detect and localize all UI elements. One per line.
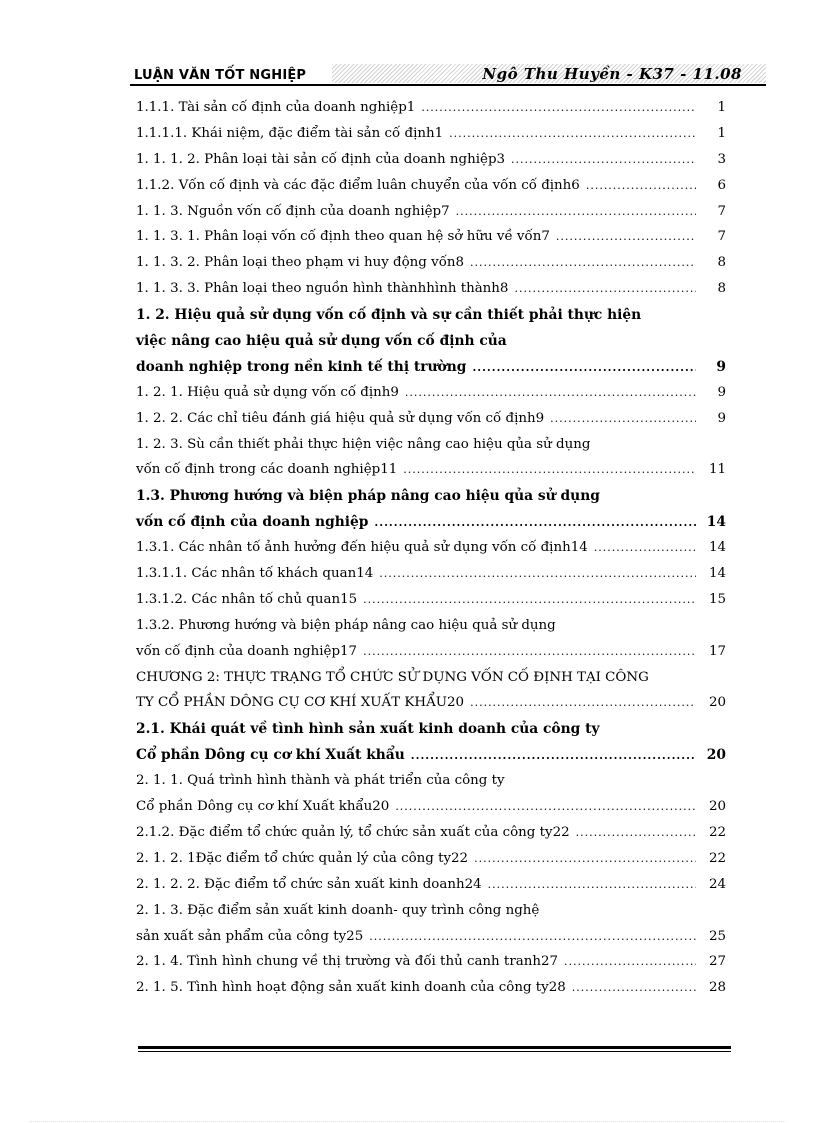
toc-leader-dots [594, 541, 696, 554]
toc-entry[interactable] [136, 566, 726, 592]
toc-entry-title: vốn cố định của doanh nghiệp17 [136, 643, 358, 659]
toc-leader-dots [586, 179, 696, 192]
toc-leader-dots [379, 567, 696, 580]
toc-entry[interactable] [136, 670, 726, 696]
toc-entry-page: 1 [717, 125, 726, 141]
toc-entry-title: 2. 1. 2. 2. Đặc điểm tổ chức sản xuất kinh doanh24 [136, 876, 482, 892]
toc-entry-title: việc nâng cao hiệu quả sử dụng vốn cố định của [136, 333, 507, 350]
toc-entry-title: 2. 1. 4. Tình hình chung về thị trường và đối thủ canh tranh27 [136, 954, 558, 970]
toc-entry-page: 17 [708, 643, 726, 659]
toc-leader-dots [449, 127, 696, 140]
toc-entry-page: 8 [717, 255, 726, 271]
footer-rule-thick [138, 1046, 731, 1049]
toc-entry[interactable] [136, 152, 726, 178]
toc-entry[interactable] [136, 359, 726, 385]
toc-entry-title: 1. 2. 1. Hiệu quả sử dụng vốn cố định9 [136, 384, 399, 400]
toc-leader-dots [456, 205, 696, 218]
toc-entry-title: 1. 1. 3. Nguồn vốn cố định của doanh nghiệp7 [136, 203, 450, 219]
toc-entry-title: 1.3. Phương hướng và biện pháp nâng cao hiệu qủa sử dụng [136, 488, 600, 505]
toc-entry[interactable] [136, 488, 726, 514]
toc-leader-dots [363, 593, 696, 606]
toc-leader-dots [411, 749, 696, 762]
footer-rule [138, 1046, 731, 1052]
toc-entry-title: vốn cố định trong các doanh nghiệp11 [136, 462, 398, 478]
toc-entry[interactable] [136, 411, 726, 437]
toc-entry-title: 1. 2. 2. Các chỉ tiêu đánh giá hiệu quả sử dụng vốn cố định9 [136, 410, 545, 426]
toc-leader-dots [470, 256, 696, 269]
toc-entry-page: 11 [708, 462, 726, 478]
toc-leader-dots [403, 463, 696, 476]
toc-entry-page: 15 [708, 591, 726, 607]
toc-entry-title: 1. 1. 3. 2. Phân loại theo phạm vi huy động vốn8 [136, 255, 465, 271]
toc-entry[interactable] [136, 178, 726, 204]
toc-entry-title: vốn cố định của doanh nghiệp [136, 514, 369, 531]
toc-leader-dots [474, 852, 696, 865]
toc-entry[interactable] [136, 437, 726, 463]
toc-entry-title: 1.3.1.1. Các nhân tố khách quan14 [136, 566, 374, 582]
toc-entry-page: 14 [708, 566, 726, 582]
toc-entry-title: 1. 2. 3. Sù cần thiết phải thực hiện việc nâng cao hiệu qủa sử dụng [136, 436, 591, 452]
toc-leader-dots [405, 386, 696, 399]
toc-entry-page: 7 [717, 203, 726, 219]
toc-entry-page: 28 [708, 980, 726, 996]
table-of-contents [136, 100, 726, 1006]
toc-entry-title: 2.1.2. Đặc điểm tổ chức quản lý, tổ chức sản xuất của công ty22 [136, 824, 570, 840]
toc-entry-title: 1. 2. Hiệu quả sử dụng vốn cố định và sự cần thiết phải thực hiện [136, 307, 642, 324]
toc-entry-title: 1. 1. 1. 2. Phân loại tài sản cố định của doanh nghiệp3 [136, 151, 506, 167]
toc-entry-page: 8 [717, 281, 726, 297]
toc-entry[interactable] [136, 514, 726, 540]
toc-leader-dots [395, 800, 696, 813]
toc-entry-title: 1. 1. 3. 1. Phân loại vốn cố định theo quan hệ sở hữu về vốn7 [136, 229, 550, 245]
toc-entry-title: 1.3.2. Phương hướng và biện pháp nâng cao hiệu quả sử dụng [136, 617, 556, 633]
toc-leader-dots [576, 826, 696, 839]
toc-entry-page: 25 [708, 928, 726, 944]
page-header [130, 60, 766, 86]
toc-leader-dots [374, 516, 696, 529]
toc-entry[interactable] [136, 929, 726, 955]
toc-entry-page: 24 [708, 876, 726, 892]
toc-leader-dots [564, 955, 696, 968]
toc-entry-title: 2.1. Khái quát về tình hình sản xuất kinh doanh của công ty [136, 721, 600, 738]
toc-leader-dots [511, 153, 696, 166]
toc-leader-dots [421, 101, 696, 114]
toc-entry-page: 20 [708, 695, 726, 711]
toc-entry[interactable] [136, 540, 726, 566]
toc-entry-page: 3 [717, 151, 726, 167]
toc-entry[interactable] [136, 799, 726, 825]
toc-entry-title: 1.1.1. Tài sản cố định của doanh nghiệp1 [136, 100, 416, 115]
toc-entry[interactable] [136, 229, 726, 255]
author-label: Ngô Thu Huyền - K37 - 11.08 [332, 64, 766, 83]
toc-entry[interactable] [136, 100, 726, 126]
toc-entry-title: TY CỔ PHẦN DÔNG CỤ CƠ KHÍ XUẤT KHẨU20 [136, 695, 465, 711]
toc-entry[interactable] [136, 385, 726, 411]
toc-entry-page: 9 [717, 410, 726, 426]
toc-entry-page: 9 [717, 384, 726, 400]
toc-leader-dots [514, 282, 696, 295]
toc-entry-title: 2. 1. 3. Đặc điểm sản xuất kinh doanh- quy trình công nghệ [136, 902, 540, 918]
toc-leader-dots [572, 981, 696, 994]
toc-entry[interactable] [136, 954, 726, 980]
toc-leader-dots [363, 645, 696, 658]
toc-entry[interactable] [136, 773, 726, 799]
toc-entry[interactable] [136, 255, 726, 281]
toc-entry-title: doanh nghiệp trong nền kinh tế thị trường [136, 358, 467, 375]
toc-leader-dots [488, 878, 696, 891]
toc-entry[interactable] [136, 204, 726, 230]
toc-entry[interactable] [136, 825, 726, 851]
toc-entry-title: 1.1.1.1. Khái niệm, đặc điểm tài sản cố định1 [136, 125, 444, 141]
toc-entry-page: 27 [708, 954, 726, 970]
toc-entry[interactable] [136, 644, 726, 670]
toc-entry-page: 9 [716, 358, 726, 375]
toc-entry-title: 1.3.1.2. Các nhân tố chủ quan15 [136, 591, 358, 607]
toc-entry[interactable] [136, 307, 726, 333]
toc-entry[interactable] [136, 851, 726, 877]
toc-entry[interactable] [136, 695, 726, 721]
thesis-label: LUẬN VĂN TỐT NGHIỆP [134, 68, 307, 83]
toc-entry-title: 1.1.2. Vốn cố định và các đặc điểm luân chuyển của vốn cố định6 [136, 177, 580, 193]
toc-leader-dots [550, 412, 696, 425]
toc-entry[interactable] [136, 592, 726, 618]
toc-entry-title: 2. 1. 5. Tình hình hoạt động sản xuất kinh doanh của công ty28 [136, 980, 566, 996]
toc-leader-dots [369, 930, 696, 943]
toc-entry-page: 1 [717, 100, 726, 115]
toc-entry-page: 22 [708, 824, 726, 840]
toc-entry[interactable] [136, 126, 726, 152]
toc-entry-title: 1.3.1. Các nhân tố ảnh hưởng đến hiệu quả sử dụng vốn cố định14 [136, 540, 588, 556]
toc-entry-title: Cổ phần Dông cụ cơ khí Xuất khẩu [136, 747, 405, 764]
toc-entry-page: 22 [708, 850, 726, 866]
toc-entry[interactable] [136, 281, 726, 307]
toc-entry[interactable] [136, 721, 726, 747]
toc-entry-page: 6 [717, 177, 726, 193]
toc-entry[interactable] [136, 980, 726, 1006]
toc-entry[interactable] [136, 747, 726, 773]
toc-entry-title: 1. 1. 3. 3. Phân loại theo nguồn hình thànhhình thành8 [136, 281, 509, 297]
toc-entry[interactable] [136, 333, 726, 359]
toc-entry-title: 2. 1. 1. Quá trình hình thành và phát triển của công ty [136, 773, 505, 789]
toc-entry-page: 20 [708, 799, 726, 815]
toc-entry-title: Cổ phần Dông cụ cơ khí Xuất khẩu20 [136, 799, 390, 815]
toc-leader-dots [470, 696, 696, 709]
toc-entry[interactable] [136, 903, 726, 929]
footer-rule-thin [138, 1051, 731, 1052]
toc-entry[interactable] [136, 462, 726, 488]
toc-entry-title: 2. 1. 2. 1Đặc điểm tổ chức quản lý của công ty22 [136, 850, 469, 866]
toc-entry-title: CHƯƠNG 2: THỰC TRẠNG TỔ CHỨC SỬ DỤNG VỐN CỐ ĐỊNH TẠI CÔNG [136, 669, 649, 685]
toc-entry-page: 20 [706, 747, 726, 764]
toc-leader-dots [556, 230, 696, 243]
toc-entry[interactable] [136, 618, 726, 644]
toc-entry-title: sản xuất sản phẩm của công ty25 [136, 928, 364, 944]
toc-entry[interactable] [136, 877, 726, 903]
toc-entry-page: 14 [708, 540, 726, 556]
toc-entry-page: 14 [706, 514, 726, 531]
toc-leader-dots [472, 361, 696, 374]
toc-entry-page: 7 [717, 229, 726, 245]
